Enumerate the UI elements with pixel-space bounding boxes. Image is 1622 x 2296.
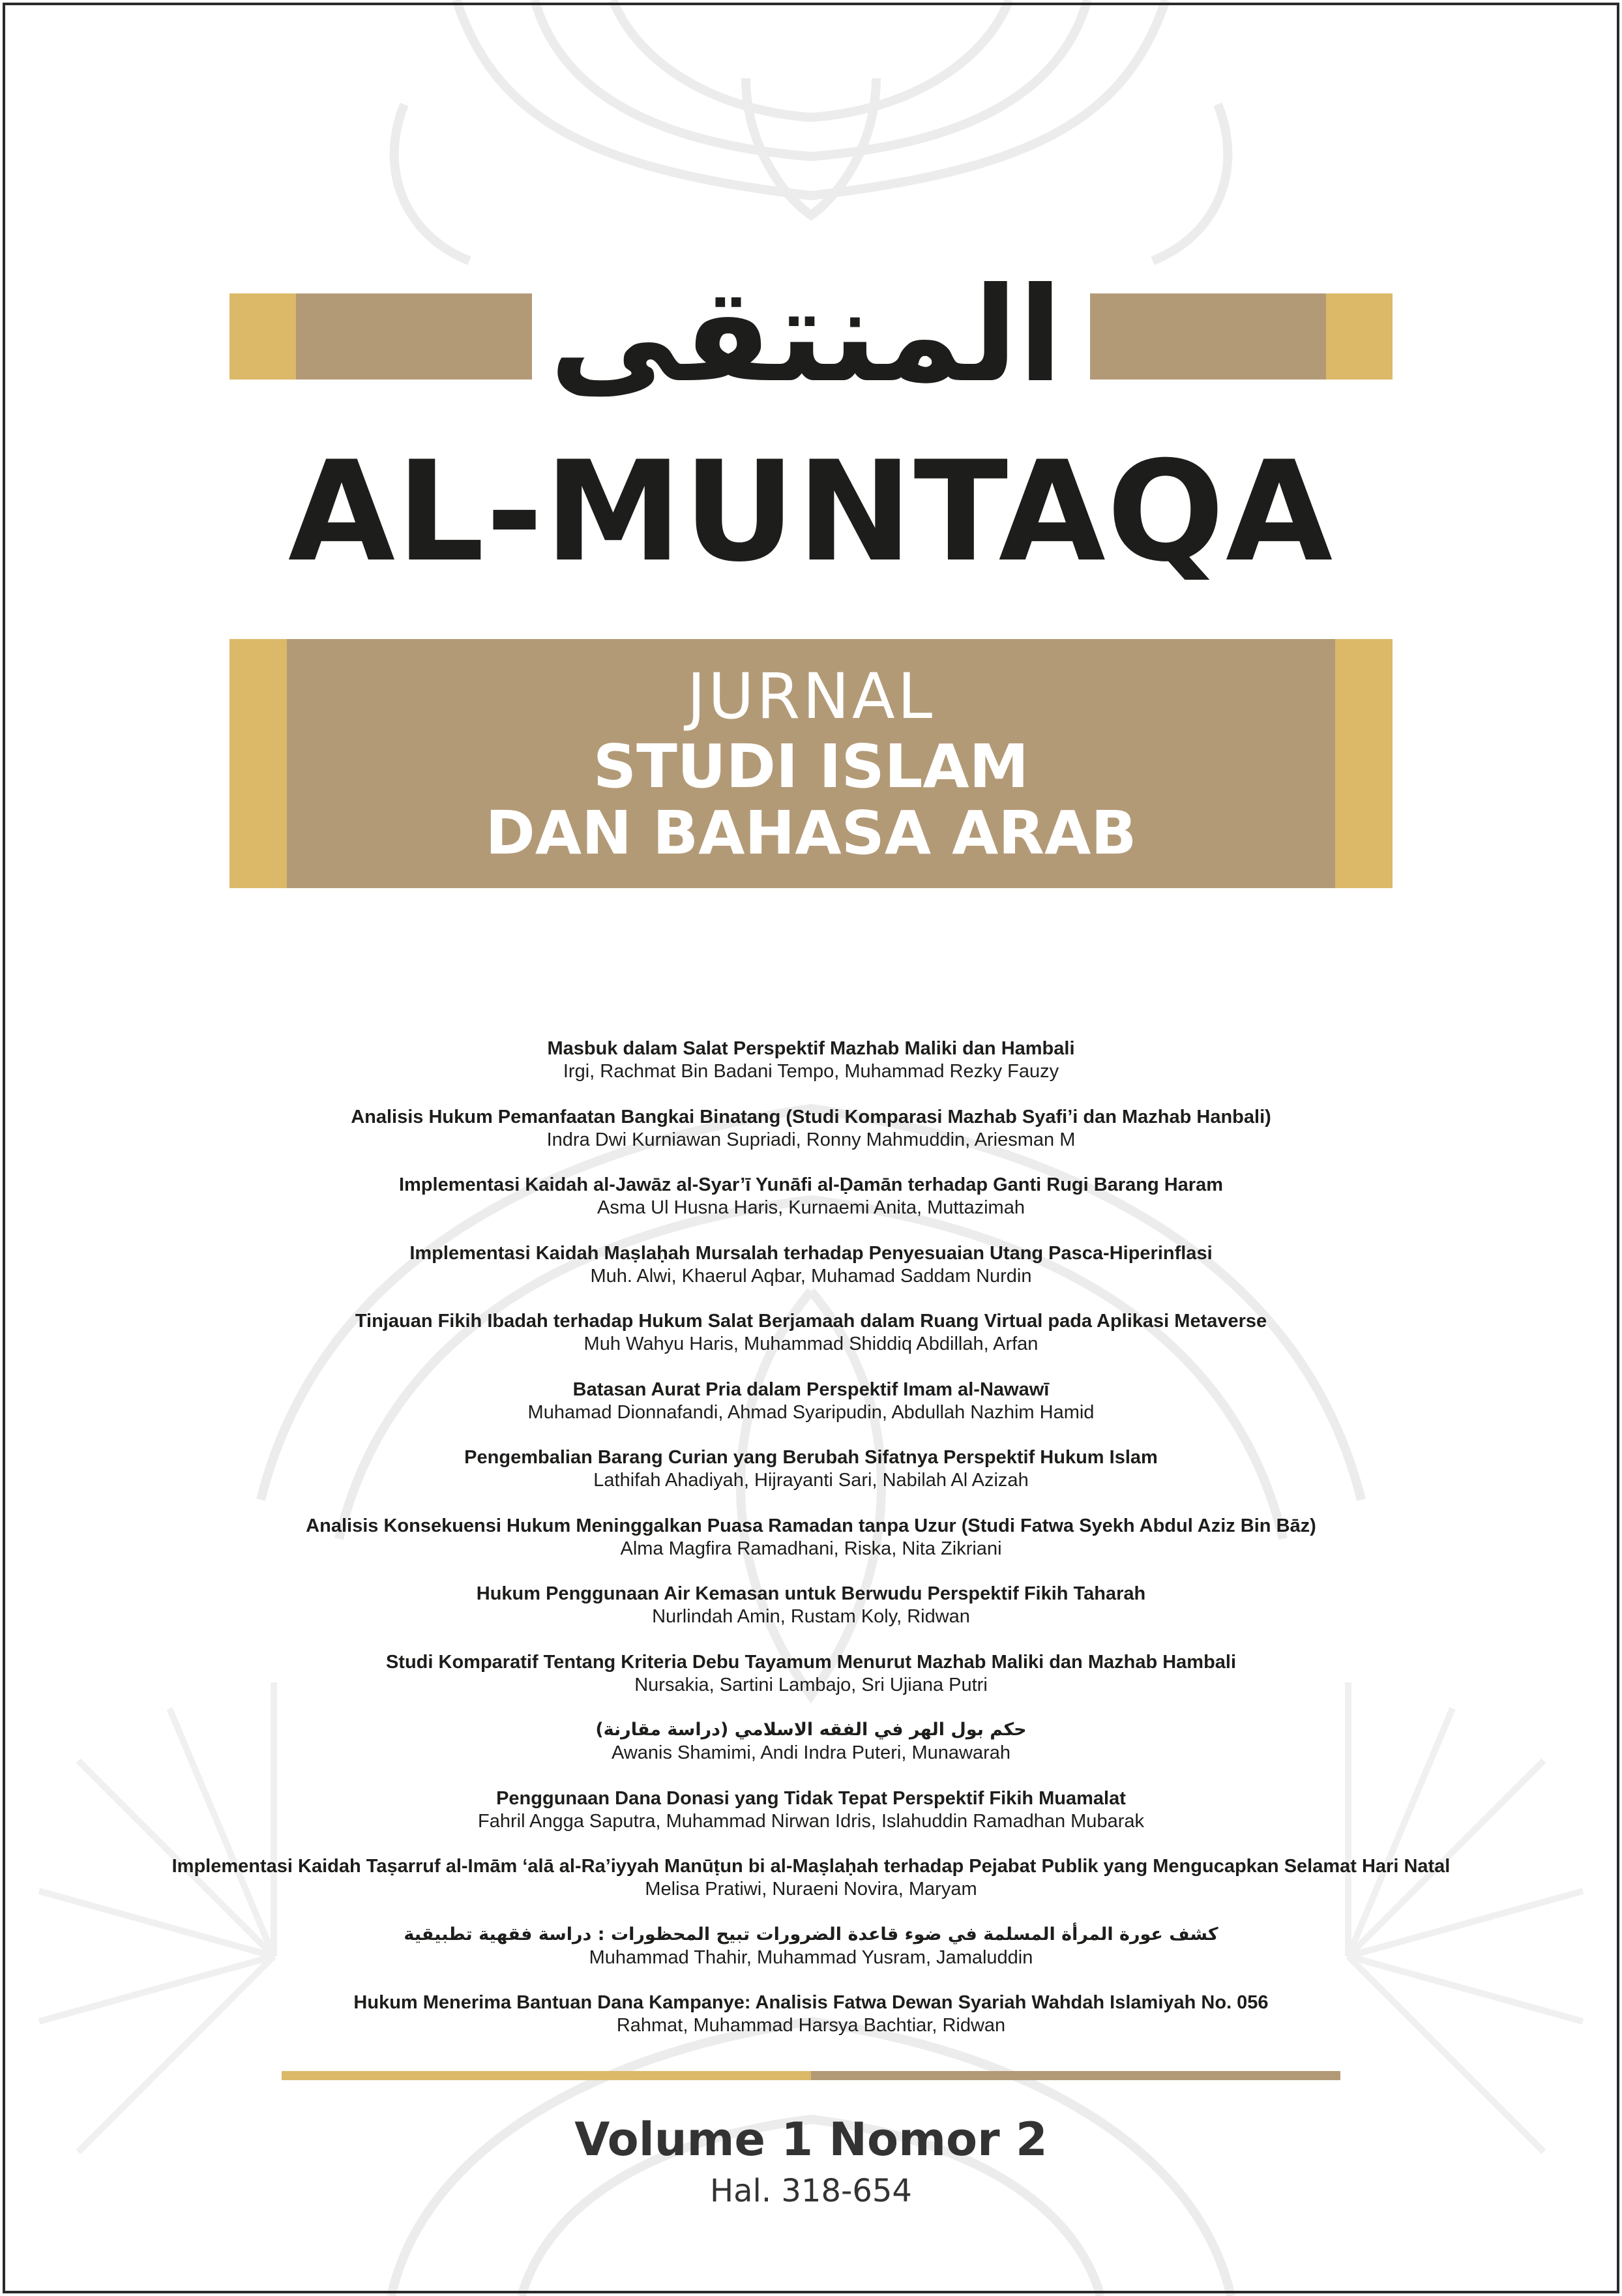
article-authors: Nurlindah Amin, Rustam Koly, Ridwan [652,1606,970,1627]
article-entry [98,1582,1524,1650]
article-title: حكم بول الهر في الفقه الاسلامي (دراسة مقارنة) [595,1720,1027,1740]
article-entry [98,1242,1524,1310]
article-title: Hukum Penggunaan Air Kemasan untuk Berwudu Perspektif Fikih Taharah [476,1583,1146,1604]
article-entry [98,1718,1524,1787]
article-entry [98,1650,1524,1719]
article-authors: Asma Ul Husna Haris, Kurnaemi Anita, Muttazimah [597,1197,1025,1218]
article-entry [98,1105,1524,1174]
article-title: Penggunaan Dana Donasi yang Tidak Tepat Perspektif Fikih Muamalat [496,1787,1126,1809]
article-entry [98,1378,1524,1446]
article-authors: Indra Dwi Kurniawan Supriadi, Ronny Mahmuddin, Ariesman M [546,1129,1076,1150]
article-entry [98,1309,1524,1378]
article-authors: Muh. Alwi, Khaerul Aqbar, Muhamad Saddam Nurdin [590,1265,1032,1287]
table-of-contents [98,1037,1524,2059]
article-entry [98,1855,1524,1923]
article-title: Hukum Menerima Bantuan Dana Kampanye: Analisis Fatwa Dewan Syariah Wahdah Islamiyah No. 056 [353,1992,1269,2013]
article-title: Implementasi Kaidah Taṣarruf al-Imām ‘alā al-Ra’iyyah Manūṭun bi al-Maṣlaḥah terhadap Pejabat Publik yang Mengucapkan Selamat Hari Natal [171,1856,1451,1877]
article-entry [98,1446,1524,1514]
article-authors: Nursakia, Sartini Lambajo, Sri Ujiana Putri [634,1674,988,1695]
article-authors: Awanis Shamimi, Andi Indra Puteri, Munawarah [612,1742,1010,1763]
right-tan-bar [1090,293,1326,380]
article-authors: Irgi, Rachmat Bin Badani Tempo, Muhammad Rezky Fauzy [563,1061,1059,1082]
article-entry [98,1037,1524,1105]
article-entry [98,1787,1524,1855]
left-gold-block [229,293,296,380]
article-authors: Rahmat, Muhammad Harsya Bachtiar, Ridwan [616,2015,1006,2036]
page-range: Hal. 318-654 [710,2173,912,2209]
right-gold-block [1326,293,1393,380]
article-title: Tinjauan Fikih Ibadah terhadap Hukum Salat Berjamaah dalam Ruang Virtual pada Aplikasi Metaverse [355,1311,1267,1332]
article-authors: Lathifah Ahadiyah, Hijrayanti Sari, Nabilah Al Azizah [593,1470,1029,1491]
banner-jurnal-label: JURNAL [686,660,936,733]
article-authors: Muh Wahyu Haris, Muhammad Shiddiq Abdillah, Arfan [583,1334,1039,1354]
divider-gold [282,2071,811,2080]
article-entry [98,1514,1524,1583]
article-title: Masbuk dalam Salat Perspektif Mazhab Maliki dan Hambali [547,1038,1075,1059]
divider-tan [811,2071,1340,2080]
article-authors: Melisa Pratiwi, Nuraeni Novira, Maryam [645,1879,977,1900]
journal-title: AL-MUNTAQA [288,431,1334,592]
article-entry [98,1173,1524,1242]
article-entry [98,1991,1524,2059]
article-authors: Alma Magfira Ramadhani, Riska, Nita Zikriani [620,1538,1002,1559]
article-title: Implementasi Kaidah al-Jawāz al-Syar’ī Yunāfi al-Ḍamān terhadap Ganti Rugi Barang Haram [398,1174,1224,1195]
article-title: Analisis Konsekuensi Hukum Meninggalkan Puasa Ramadan tanpa Uzur (Studi Fatwa Syekh Abdul Aziz Bin Bāz) [306,1515,1316,1536]
left-tan-bar [296,293,532,380]
banner-subtitle-line2: DAN BAHASA ARAB [485,798,1137,868]
article-title: Implementasi Kaidah Maṣlaḥah Mursalah terhadap Penyesuaian Utang Pasca-Hiperinflasi [409,1242,1213,1264]
article-title: Pengembalian Barang Curian yang Berubah Sifatnya Perspektif Hukum Islam [464,1447,1158,1468]
article-title: Batasan Aurat Pria dalam Perspektif Imam al-Nawawī [572,1379,1050,1400]
article-title: Studi Komparatif Tentang Kriteria Debu Tayamum Menurut Mazhab Maliki dan Mazhab Hambali [385,1651,1237,1673]
article-entry [98,1923,1524,1991]
article-title: Analisis Hukum Pemanfaatan Bangkai Binatang (Studi Komparasi Mazhab Syafi’i dan Mazhab Hanbali) [351,1106,1271,1127]
arabic-journal-title: المنتقى [549,260,1063,411]
banner-subtitle-line1: STUDI ISLAM [593,732,1029,801]
article-authors: Fahril Angga Saputra, Muhammad Nirwan Idris, Islahuddin Ramadhan Mubarak [478,1810,1144,1832]
volume-issue: Volume 1 Nomor 2 [574,2113,1048,2166]
article-authors: Muhamad Dionnafandi, Ahmad Syaripudin, Abdullah Nazhim Hamid [527,1401,1095,1423]
article-authors: Muhammad Thahir, Muhammad Yusram, Jamaluddin [589,1946,1033,1968]
article-title: كشف عورة المرأة المسلمة في ضوء قاعدة الضرورات تبيح المحظورات : دراسة فقهية تطبيقية [404,1924,1218,1945]
